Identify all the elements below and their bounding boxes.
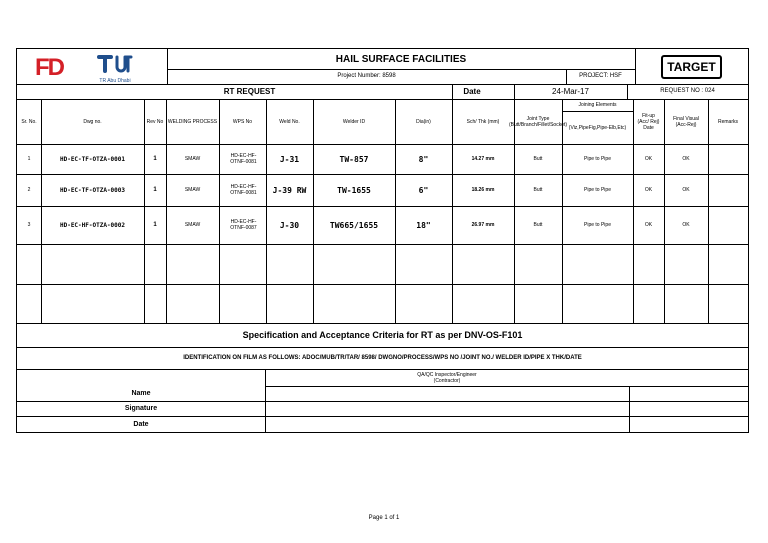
- row1-sr: 1: [27, 156, 31, 162]
- row2-sr: 2: [27, 187, 31, 193]
- col-dwg-no: Dwg no.: [83, 118, 102, 125]
- rt-request-form: [16, 48, 749, 433]
- row2-dwg: HD-EC-TF-OTZA-0003: [59, 186, 126, 194]
- page-number: Page 1 of 1: [368, 514, 400, 521]
- row1-rev: 1: [153, 155, 157, 162]
- row1-welder: TW-857: [339, 154, 369, 164]
- row2-weld: J-39 RW: [272, 185, 307, 195]
- col-welder-id: Welder ID: [342, 118, 366, 125]
- row1-dia: 8": [418, 154, 429, 164]
- row2-fitup: OK: [644, 187, 653, 193]
- fd-logo-text: FD: [35, 54, 63, 81]
- row1-joint: Butt: [533, 156, 543, 162]
- tr-logo-subtext: TR Abu Dhabi: [99, 78, 131, 84]
- row1-dwg: HD-EC-TF-OTZA-0001: [59, 155, 126, 163]
- target-logo: [635, 49, 748, 84]
- row1-weld: J-31: [279, 154, 300, 164]
- row3-wps: HD-EC-HF-OTNF-0087: [230, 219, 257, 231]
- col-weld-no: Weld No.: [279, 118, 300, 125]
- row3-dia: 18": [416, 220, 431, 230]
- qa-inspector-label: [265, 369, 629, 386]
- col-dia: Dia(in): [416, 118, 431, 125]
- identification-text: IDENTIFICATION ON FILM AS FOLLOWS: ADOC/MUB/TR/TAR/ 8598/ DWGNO/PROCESS/WPS NO /JOINT NO./ WELDER ID/PIPE X THK/DATE: [183, 354, 582, 361]
- qa-line1: QA/QC Inspector/Engineer: [417, 371, 477, 378]
- qa-line2: (Contractor): [433, 377, 461, 384]
- row2-process: SMAW: [184, 187, 201, 193]
- row1-visual: OK: [682, 156, 690, 162]
- col-welding-process: WELDING PROCESS: [167, 118, 218, 125]
- date-label: Date: [463, 87, 481, 96]
- row3-dwg: HD-EC-HF-OTZA-0002: [59, 221, 126, 229]
- row1-fitup: OK: [644, 156, 653, 162]
- col-joining-sub: (Viz,PipeFig,Pipe-Elb,Etc): [568, 124, 627, 131]
- col-wps-no: WPS No: [232, 118, 253, 125]
- project-number: Project Number: 8598: [337, 73, 396, 79]
- row3-elements: Pipe to Pipe: [584, 222, 611, 228]
- col-sr-no: Sr. No.: [21, 118, 37, 125]
- signature-label: Signature: [124, 405, 158, 412]
- date-row-label: Date: [133, 420, 149, 428]
- row3-process: SMAW: [184, 222, 201, 228]
- project-code: PROJECT: HSF: [579, 73, 622, 79]
- col-fitup: Fit-up (Acc/ Rej) Date: [637, 112, 660, 131]
- row1-elements: Pipe to Pipe: [584, 156, 611, 162]
- col-joining-elements: Joining Elements: [578, 102, 617, 108]
- row2-elements: Pipe to Pipe: [584, 187, 611, 193]
- row2-thk: 18.26 mm: [471, 187, 495, 193]
- date-value: 24-Mar-17: [552, 87, 589, 96]
- col-rev-no: Rev No: [146, 118, 164, 125]
- row2-dia: 6": [418, 185, 429, 195]
- row2-welder: TW-1655: [337, 185, 371, 195]
- name-label: Name: [131, 390, 151, 397]
- row3-joint: Butt: [533, 222, 543, 228]
- row2-joint: Butt: [533, 187, 543, 193]
- target-logo-text: TARGET: [667, 59, 716, 74]
- spec-title: Specification and Acceptance Criteria for RT as per DNV-OS-F101: [242, 330, 523, 340]
- col-remarks: Remarks: [717, 118, 738, 125]
- request-number: REQUEST NO : 024: [660, 88, 715, 94]
- row2-wps: HD-EC-HF-OTNF-0081: [230, 184, 257, 196]
- col-sch-thk: Sch/ Thk (mm): [466, 118, 500, 125]
- row3-weld: J-30: [279, 220, 300, 230]
- row3-welder: TW665/1655: [329, 220, 379, 230]
- form-title: RT REQUEST: [223, 87, 276, 96]
- col-joint-type: Joint Type (Butt/Branch/Fillet/Socket): [508, 115, 568, 128]
- row3-fitup: OK: [644, 222, 653, 228]
- row3-sr: 3: [27, 222, 31, 228]
- col-final-visual: Final Visual (Acc-Rej): [673, 115, 699, 128]
- row3-rev: 1: [153, 221, 157, 228]
- row3-visual: OK: [682, 222, 690, 228]
- fd-logo: [25, 55, 73, 81]
- row2-visual: OK: [682, 187, 690, 193]
- row2-rev: 1: [153, 186, 157, 193]
- row3-thk: 26.97 mm: [471, 222, 495, 228]
- tr-icon: [87, 53, 143, 75]
- row1-thk: 14.27 mm: [471, 156, 495, 162]
- project-title: HAIL SURFACE FACILITIES: [335, 53, 467, 65]
- row1-wps: HD-EC-HF-OTNF-0081: [230, 153, 257, 165]
- row1-process: SMAW: [184, 156, 201, 162]
- tr-abu-dhabi-logo: [87, 53, 143, 83]
